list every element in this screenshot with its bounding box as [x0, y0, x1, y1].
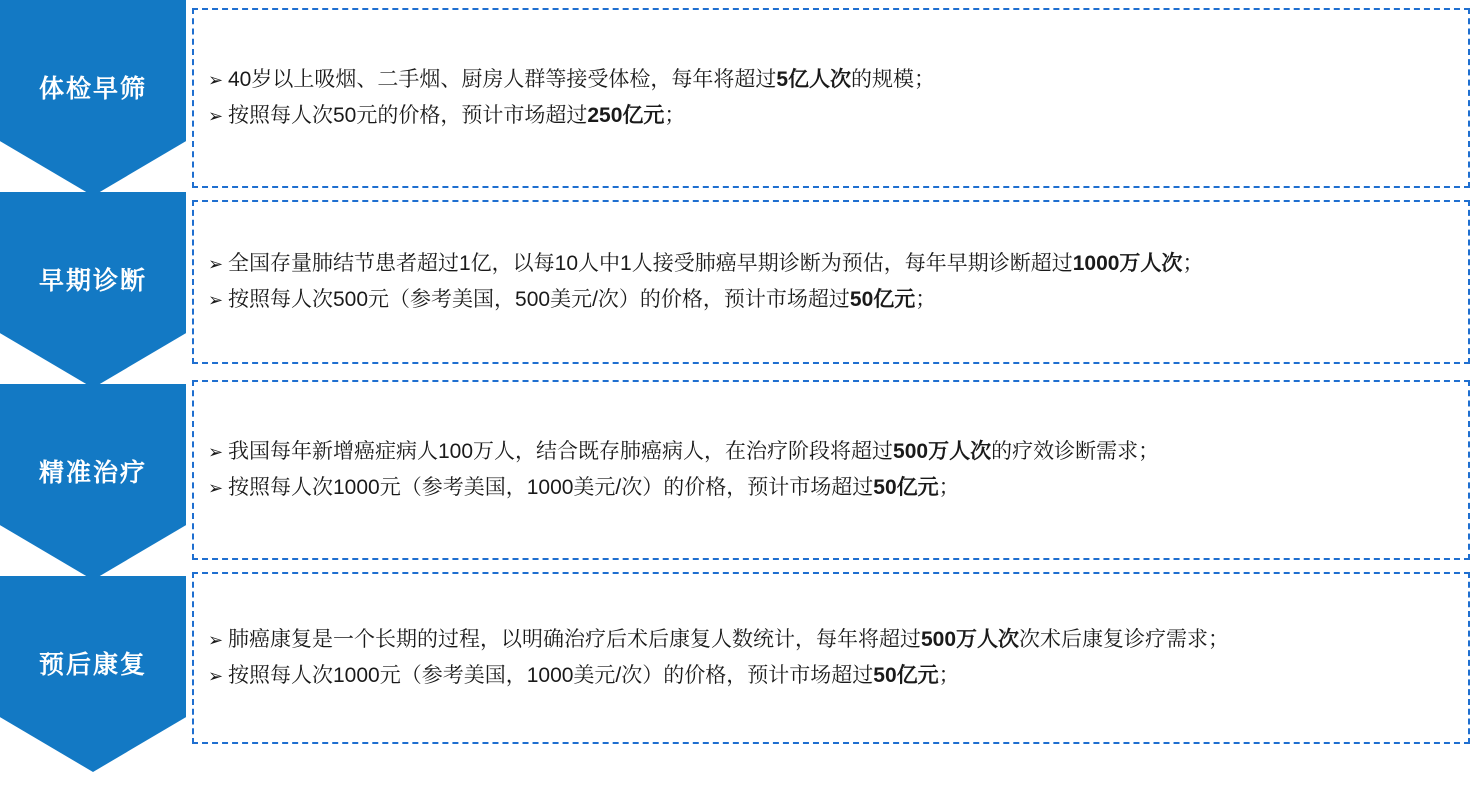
bullet-segment: ； — [938, 476, 960, 499]
bullet-arrow-icon: ➢ — [208, 442, 224, 462]
bullet-segment: 次术后康复诊疗需求； — [1019, 628, 1230, 651]
bullet-arrow-icon: ➢ — [208, 106, 224, 126]
bullet-segment: ； — [938, 664, 960, 687]
content-panel — [192, 200, 1470, 364]
stage-chevron-体检早筛 — [0, 0, 186, 196]
stage-label: 预后康复 — [38, 651, 147, 679]
bullet-arrow-icon: ➢ — [208, 666, 224, 686]
bullet-highlight: 1000万人次 — [1072, 252, 1183, 275]
bullet-segment: 全国存量肺结节患者超过1亿，以每10人中1人接受肺癌早期诊断为预估，每年早期诊断超过 — [228, 252, 1073, 275]
stage-chevron-早期诊断 — [0, 192, 186, 388]
bullet-highlight: 500万人次 — [893, 440, 992, 463]
bullet-highlight: 50亿元 — [873, 476, 939, 499]
bullet-arrow-icon: ➢ — [208, 630, 224, 650]
bullet-item — [208, 282, 1458, 318]
bullet-item — [208, 62, 1458, 98]
bullet-segment: 按照每人次500元（参考美国，500美元/次）的价格，预计市场超过 — [228, 288, 850, 311]
bullet-segment: 我国每年新增癌症病人100万人，结合既存肺癌病人，在治疗阶段将超过 — [228, 440, 894, 463]
bullet-text — [228, 659, 1458, 693]
stage-label: 早期诊断 — [38, 267, 147, 295]
bullet-item — [208, 470, 1458, 506]
bullet-text — [228, 435, 1458, 469]
bullet-text — [228, 247, 1458, 281]
bullet-segment: 按照每人次50元的价格，预计市场超过 — [228, 104, 588, 127]
bullet-item — [208, 246, 1458, 282]
bullet-highlight: 50亿元 — [849, 288, 916, 311]
bullet-item — [208, 98, 1458, 134]
bullet-segment: 40岁以上吸烟、二手烟、厨房人群等接受体检，每年将超过 — [228, 68, 777, 91]
bullet-segment: 按照每人次1000元（参考美国，1000美元/次）的价格，预计市场超过 — [228, 664, 874, 687]
bullet-highlight: 50亿元 — [873, 664, 939, 687]
bullet-highlight: 250亿元 — [587, 104, 665, 127]
bullet-arrow-icon: ➢ — [208, 254, 224, 274]
bullet-text — [228, 623, 1458, 657]
bullet-text — [228, 471, 1458, 505]
bullet-highlight: 5亿人次 — [776, 68, 852, 91]
content-panel — [192, 380, 1470, 560]
content-panel — [192, 572, 1470, 744]
bullet-segment: ； — [915, 288, 937, 311]
bullet-item — [208, 434, 1458, 470]
stage-chevron-精准治疗 — [0, 384, 186, 580]
bullet-segment: 的疗效诊断需求； — [991, 440, 1160, 463]
bullet-text — [228, 63, 1458, 97]
content-panel-column — [192, 0, 1478, 792]
stage-chevron-预后康复 — [0, 576, 186, 772]
stage-chevron-column — [0, 0, 186, 792]
bullet-arrow-icon: ➢ — [208, 478, 224, 498]
bullet-segment: 的规模； — [851, 68, 936, 91]
bullet-arrow-icon: ➢ — [208, 290, 224, 310]
bullet-segment: 按照每人次1000元（参考美国，1000美元/次）的价格，预计市场超过 — [228, 476, 874, 499]
stage-label: 体检早筛 — [38, 75, 147, 103]
bullet-item — [208, 622, 1458, 658]
bullet-text — [228, 99, 1458, 133]
bullet-segment: ； — [664, 104, 686, 127]
bullet-segment: ； — [1182, 252, 1204, 275]
stage-label: 精准治疗 — [38, 459, 147, 487]
bullet-text — [228, 283, 1458, 317]
bullet-highlight: 500万人次 — [921, 628, 1020, 651]
content-panel — [192, 8, 1470, 188]
bullet-arrow-icon: ➢ — [208, 70, 224, 90]
bullet-segment: 肺癌康复是一个长期的过程，以明确治疗后术后康复人数统计，每年将超过 — [228, 628, 921, 651]
bullet-item — [208, 658, 1458, 694]
